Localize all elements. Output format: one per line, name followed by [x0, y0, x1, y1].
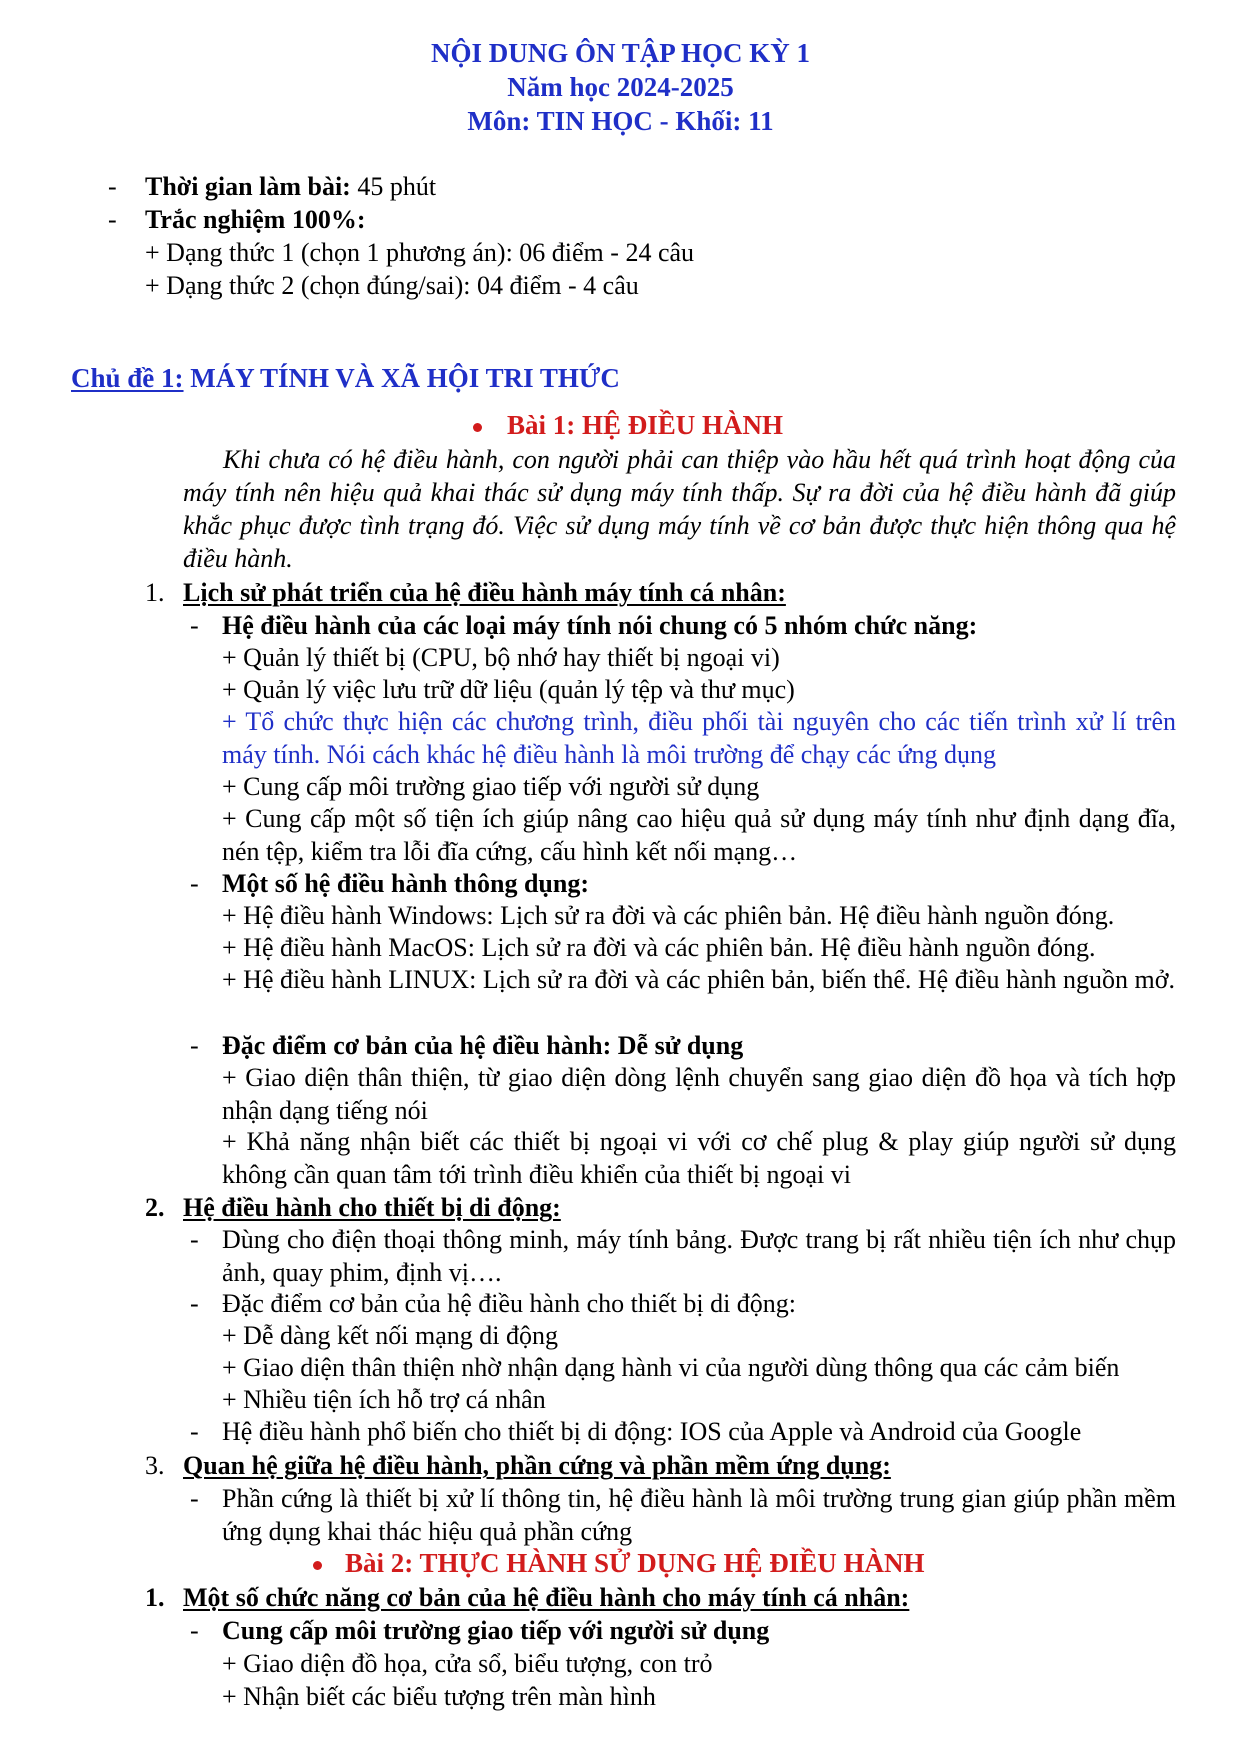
dash-marker: - [190, 869, 199, 898]
hardware-os-relation: Phần cứng là thiết bị xử lí thông tin, hệ điều hành là môi trường trung gian giúp phần mềm ứng dụng khai thác hiệu quả phần cứng [222, 1484, 1176, 1546]
red-dot-bullet-icon [313, 1561, 322, 1570]
list-item: + Quản lý việc lưu trữ dữ liệu (quản lý tệp và thư mục) [222, 675, 795, 704]
popular-mobile-os: Hệ điều hành phổ biến cho thiết bị di động: IOS của Apple và Android của Google [222, 1417, 1082, 1446]
dash-marker: - [108, 205, 117, 234]
dash-marker: - [190, 1616, 199, 1645]
document-header [0, 36, 1241, 138]
list-item: + Hệ điều hành Windows: Lịch sử ra đời và các phiên bản. Hệ điều hành nguồn đóng. [222, 901, 1115, 930]
section-number: 1. [145, 1583, 165, 1612]
list-item: + Giao diện thân thiện nhờ nhận dạng hành vi của người dùng thông qua các cảm biến [222, 1353, 1120, 1382]
user-interface-heading: Cung cấp môi trường giao tiếp với người sử dụng [222, 1616, 770, 1645]
list-item: + Cung cấp môi trường giao tiếp với người sử dụng [222, 772, 760, 801]
section-number: 3. [145, 1451, 165, 1480]
list-item: + Hệ điều hành MacOS: Lịch sử ra đời và các phiên bản. Hệ điều hành nguồn đóng. [222, 933, 1096, 962]
list-item: + Quản lý thiết bị (CPU, bộ nhớ hay thiết bị ngoại vi) [222, 643, 780, 672]
subject-line: Môn: TIN HỌC - Khối: 11 [467, 106, 774, 136]
common-os-heading: Một số hệ điều hành thông dụng: [222, 869, 589, 898]
lesson-1-intro: Khi chưa có hệ điều hành, con người phải can thiệp vào hầu hết quá trình hoạt động của máy tính nên hiệu quả khai thác sử dụng máy tính thấp. Sự ra đời của hệ điều hành đã giúp khắc phục được tình trạng đó. Việc sử dụng máy tính về cơ bản được thực hiện thông qua hệ điều hành. [183, 445, 1176, 573]
document-title: NỘI DUNG ÔN TẬP HỌC KỲ 1 [430, 38, 811, 68]
lesson-2-title: Bài 2: THỰC HÀNH SỬ DỤNG HỆ ĐIỀU HÀNH [345, 1548, 925, 1578]
dash-marker: - [108, 172, 117, 201]
dash-marker: - [190, 1031, 199, 1060]
list-item: + Khả năng nhận biết các thiết bị ngoại vi với cơ chế plug & play giúp người sử dụng không cần quan tâm tới trình điều khiển của thiết bị ngoại vi [222, 1127, 1176, 1189]
section-number: 1. [145, 578, 165, 607]
exam-type: Trắc nghiệm 100%: [145, 205, 366, 234]
exam-time: Thời gian làm bài: 45 phút [145, 172, 437, 201]
section-2-title: Hệ điều hành cho thiết bị di động: [183, 1193, 561, 1222]
dash-marker: - [190, 611, 199, 640]
dash-marker: - [190, 1289, 199, 1318]
os-features-heading: Đặc điểm cơ bản của hệ điều hành: Dễ sử dụng [222, 1031, 744, 1060]
list-item: + Giao diện đồ họa, cửa sổ, biểu tượng, con trỏ [222, 1649, 713, 1678]
section-number: 2. [145, 1193, 165, 1222]
topic-heading: Chủ đề 1: MÁY TÍNH VÀ XÃ HỘI TRI THỨC [71, 363, 620, 393]
section-3-title: Quan hệ giữa hệ điều hành, phần cứng và phần mềm ứng dụng: [183, 1451, 891, 1480]
list-item: + Nhiều tiện ích hỗ trợ cá nhân [222, 1385, 546, 1414]
exam-format-2: + Dạng thức 2 (chọn đúng/sai): 04 điểm - 4 câu [145, 271, 639, 300]
list-item: + Cung cấp một số tiện ích giúp nâng cao hiệu quả sử dụng máy tính như định dạng đĩa, nén tệp, kiểm tra lỗi đĩa cứng, cấu hình kết nối mạng… [222, 804, 1176, 866]
list-item: + Nhận biết các biểu tượng trên màn hình [222, 1682, 656, 1711]
list-item-highlighted: + Tổ chức thực hiện các chương trình, điều phối tài nguyên cho các tiến trình xử lí trên máy tính. Nói cách khác hệ điều hành là môi trường để chạy các ứng dụng [222, 707, 1176, 769]
exam-format-1: + Dạng thức 1 (chọn 1 phương án): 06 điểm - 24 câu [145, 238, 695, 267]
section-1-title: Lịch sử phát triển của hệ điều hành máy tính cá nhân: [183, 578, 786, 607]
lesson-2-section-1-title: Một số chức năng cơ bản của hệ điều hành cho máy tính cá nhân: [183, 1583, 910, 1612]
dash-marker: - [190, 1417, 199, 1446]
list-item: + Hệ điều hành LINUX: Lịch sử ra đời và các phiên bản, biến thể. Hệ điều hành nguồn mở. [222, 965, 1175, 994]
mobile-os-features-heading: Đặc điểm cơ bản của hệ điều hành cho thiết bị di động: [222, 1289, 797, 1318]
lesson-1-title: Bài 1: HỆ ĐIỀU HÀNH [507, 410, 784, 440]
mobile-os-usage: Dùng cho điện thoại thông minh, máy tính bảng. Được trang bị rất nhiều tiện ích như chụp ảnh, quay phim, định vị…. [222, 1225, 1176, 1287]
os-function-groups: Hệ điều hành của các loại máy tính nói chung có 5 nhóm chức năng: [222, 611, 978, 640]
dash-marker: - [190, 1225, 199, 1254]
list-item: + Giao diện thân thiện, từ giao diện dòng lệnh chuyển sang giao diện đồ họa và tích hợp nhận dạng tiếng nói [222, 1063, 1176, 1125]
dash-marker: - [190, 1484, 199, 1513]
school-year: Năm học 2024-2025 [507, 72, 734, 102]
red-dot-bullet-icon [473, 423, 482, 432]
list-item: + Dễ dàng kết nối mạng di động [222, 1321, 558, 1350]
